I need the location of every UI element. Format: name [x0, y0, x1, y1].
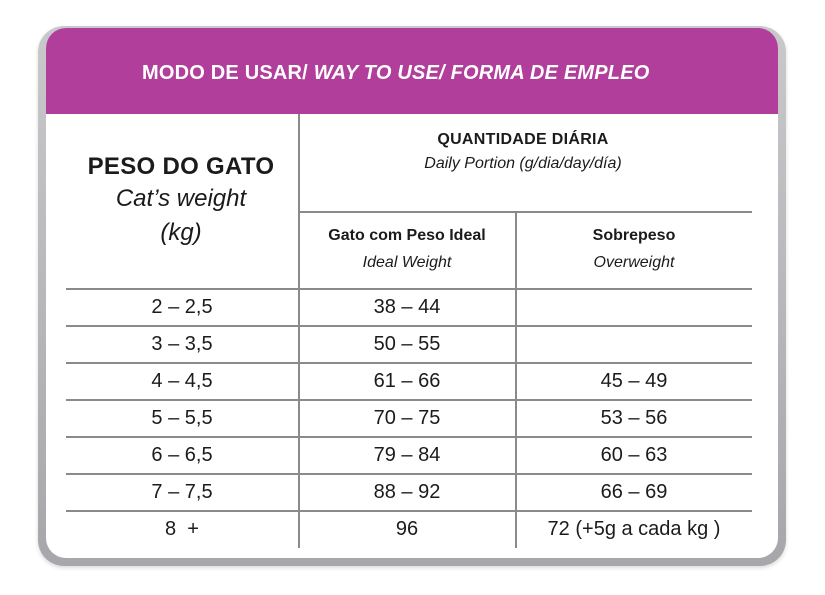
header-title-en-es: WAY TO USE/ FORMA DE EMPLEO [313, 61, 650, 84]
ideal-column-header [299, 224, 515, 278]
ideal-portion-cell: 70 – 75 [373, 407, 441, 429]
divider-portion-header [298, 211, 752, 213]
overweight-portion-cell: 72 (+5g a cada kg ) [547, 518, 721, 540]
ideal-portion-cell: 96 [395, 518, 419, 540]
header-banner [46, 28, 778, 114]
overweight-column-subtitle: Overweight [593, 254, 675, 271]
table-row [46, 437, 778, 474]
ideal-portion-cell: 61 – 66 [373, 370, 441, 392]
overweight-portion-cell: 66 – 69 [600, 481, 668, 503]
feeding-table [46, 114, 778, 558]
table-row [46, 363, 778, 400]
weight-column-title: PESO DO GATO [87, 153, 275, 180]
overweight-column-title: Sobrepeso [592, 227, 676, 244]
ideal-portion-cell: 38 – 44 [373, 296, 441, 318]
portion-group-title: QUANTIDADE DIÁRIA [437, 131, 609, 148]
ideal-column-title: Gato com Peso Ideal [328, 227, 486, 244]
weight-cell: 6 – 6,5 [151, 444, 213, 466]
portion-group-subtitle: Daily Portion (g/dia/day/día) [424, 155, 622, 172]
header-title-pt: MODO DE USAR/ [142, 61, 314, 84]
weight-column-subtitle: Cat’s weight [115, 185, 247, 212]
weight-cell: 2 – 2,5 [151, 296, 213, 318]
overweight-portion-cell [516, 289, 752, 326]
portion-group-header [298, 128, 748, 176]
weight-cell: 7 – 7,5 [151, 481, 213, 503]
weight-column-unit: (kg) [160, 219, 202, 246]
ideal-portion-cell: 50 – 55 [373, 333, 441, 355]
table-row [46, 400, 778, 437]
usage-card-frame [38, 26, 786, 566]
weight-column-header [66, 152, 296, 250]
usage-card [46, 28, 778, 558]
weight-cell: 3 – 3,5 [151, 333, 213, 355]
weight-cell: 5 – 5,5 [151, 407, 213, 429]
table-row [46, 511, 778, 548]
overweight-column-header [516, 224, 752, 278]
table-row [46, 289, 778, 326]
weight-cell: 4 – 4,5 [151, 370, 213, 392]
ideal-portion-cell: 79 – 84 [373, 444, 441, 466]
table-row [46, 326, 778, 363]
overweight-portion-cell: 45 – 49 [600, 370, 668, 392]
ideal-portion-cell: 88 – 92 [373, 481, 441, 503]
weight-cell: 8 + [165, 518, 199, 540]
ideal-column-subtitle: Ideal Weight [362, 254, 452, 271]
overweight-portion-cell: 53 – 56 [600, 407, 668, 429]
overweight-portion-cell [516, 326, 752, 363]
table-row [46, 474, 778, 511]
overweight-portion-cell: 60 – 63 [600, 444, 668, 466]
